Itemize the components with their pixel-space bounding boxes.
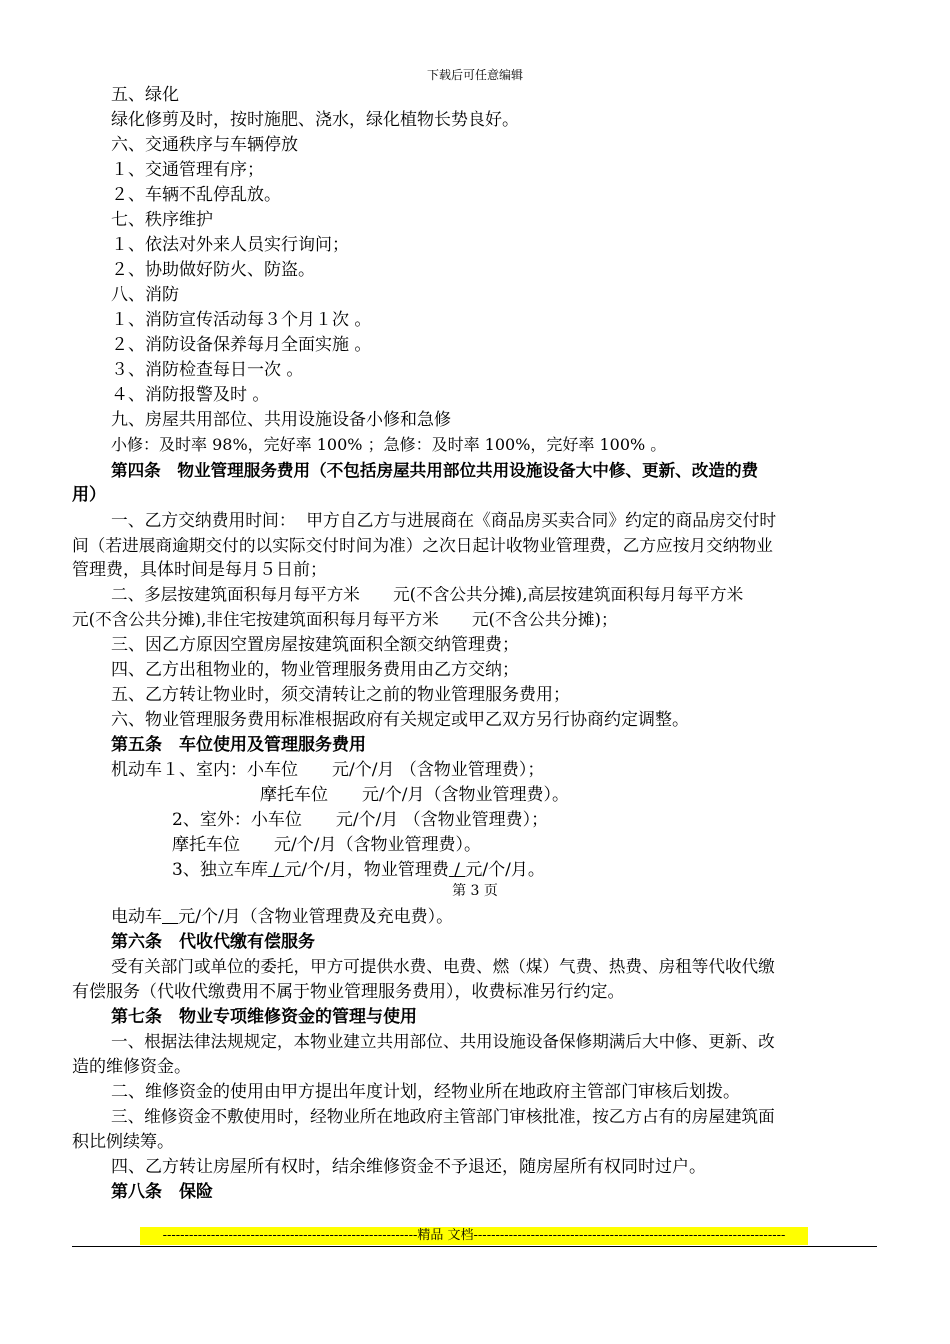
text-line: 机动车１、室内：小车位 元/个/月 （含物业管理费）；: [111, 760, 545, 780]
article-heading: 第八条 保险: [111, 1182, 213, 1202]
ebike-fee: 元/个/月（含物业管理费及充电费）。: [178, 907, 454, 927]
article-heading-cont: 用）: [72, 485, 106, 505]
text-line: 小修：及时率 98%，完好率 100% ；急修：及时率 100%，完好率 100% 。: [111, 435, 667, 454]
text-line: 三、维修资金不敷使用时，经物业所在地政府主管部门审核批准，按乙方占有的房屋建筑面: [111, 1107, 775, 1126]
text-line: ２、消防设备保养每月全面实施 。: [111, 335, 372, 355]
text-line: 摩托车位 元/个/月（含物业管理费）。: [260, 785, 569, 805]
text-line: [111, 906, 453, 928]
text-line: 六、交通秩序与车辆停放: [111, 135, 298, 155]
page-number: 第 3 页: [452, 883, 498, 899]
footer-dashes-left: ----------------------------------------------------------: [162, 1228, 418, 1243]
text-line: 一、根据法律法规规定，本物业建立共用部位、共用设施设备保修期满后大中修、更新、改: [111, 1032, 775, 1051]
text-line: 八、消防: [111, 285, 179, 305]
text-line: 五、绿化: [111, 85, 179, 105]
text-line: 元(不含公共分摊),非住宅按建筑面积每月每平方米 元(不含公共分摊)；: [72, 610, 618, 629]
text-line: 2、室外：小车位 元/个/月 （含物业管理费）；: [172, 810, 549, 830]
text-line: ３、消防检查每日一次 。: [111, 360, 304, 380]
article-heading: 第七条 物业专项维修资金的管理与使用: [111, 1007, 417, 1027]
text-line: 三、因乙方原因空置房屋按建筑面积全额交纳管理费；: [111, 635, 519, 655]
text-line: 九、房屋共用部位、共用设施设备小修和急修: [111, 410, 451, 430]
page-header: 下载后可任意编辑: [426, 68, 523, 82]
footer-divider: [72, 1246, 877, 1247]
text-line: 四、乙方出租物业的，物业管理服务费用由乙方交纳；: [111, 660, 519, 680]
text-line: 一、乙方交纳费用时间： 甲方自乙方与进展商在《商品房买卖合同》约定的商品房交付时: [111, 510, 777, 530]
blank-slash: /: [273, 860, 279, 880]
text-line: 绿化修剪及时，按时施肥、浇水，绿化植物长势良好。: [111, 110, 519, 130]
blank-underline: [162, 907, 178, 927]
text-line: 五、乙方转让物业时，须交清转让之前的物业管理服务费用；: [111, 685, 570, 705]
text-line: 摩托车位 元/个/月（含物业管理费）。: [172, 835, 481, 855]
text-line: 管理费，具体时间是每月５日前；: [72, 560, 327, 580]
garage-label: 3、独立车库: [172, 860, 268, 880]
text-line: [172, 859, 545, 881]
footer-banner: [140, 1227, 808, 1245]
garage-unit: 元/个/月。: [465, 860, 545, 880]
text-line: 七、秩序维护: [111, 210, 213, 230]
text-line: 造的维修资金。: [72, 1057, 191, 1077]
text-line: 二、多层按建筑面积每月每平方米 元(不含公共分摊),高层按建筑面积每月每平方米: [111, 585, 744, 604]
text-line: 有偿服务（代收代缴费用不属于物业管理服务费用），收费标准另行约定。: [72, 982, 625, 1002]
text-line: １、消防宣传活动每３个月１次 。: [111, 310, 372, 330]
footer-label: 精品 文档: [417, 1228, 474, 1243]
text-line: １、交通管理有序；: [111, 160, 264, 180]
footer-dashes-right: -----------------------------------------------------------------------: [473, 1228, 786, 1243]
article-heading: 第四条 物业管理服务费用（不包括房屋共用部位共用设施设备大中修、更新、改造的费: [111, 460, 759, 480]
text-line: ２、协助做好防火、防盗。: [111, 260, 315, 280]
text-line: 二、维修资金的使用由甲方提出年度计划，经物业所在地政府主管部门审核后划拨。: [111, 1082, 740, 1102]
text-line: 四、乙方转让房屋所有权时，结余维修资金不予退还，随房屋所有权同时过户。: [111, 1157, 706, 1177]
text-line: ４、消防报警及时 。: [111, 385, 270, 405]
text-line: 间（若进展商逾期交付的以实际交付时间为准）之次日起计收物业管理费，乙方应按月交纳物业: [72, 535, 773, 555]
ebike-label: 电动车: [111, 907, 162, 927]
article-heading: 第六条 代收代缴有偿服务: [111, 932, 315, 952]
text-line: ２、车辆不乱停乱放。: [111, 185, 281, 205]
blank-slash: /: [454, 860, 460, 880]
text-line: 六、物业管理服务费用标准根据政府有关规定或甲乙双方另行协商约定调整。: [111, 710, 689, 730]
text-line: １、依法对外来人员实行询问；: [111, 235, 349, 255]
article-heading: 第五条 车位使用及管理服务费用: [111, 735, 366, 755]
text-line: 受有关部门或单位的委托，甲方可提供水费、电费、燃（煤）气费、热费、房租等代收代缴: [111, 957, 775, 976]
text-line: 积比例续筹。: [72, 1132, 174, 1152]
garage-fee-label: 元/个/月，物业管理费: [284, 860, 449, 880]
